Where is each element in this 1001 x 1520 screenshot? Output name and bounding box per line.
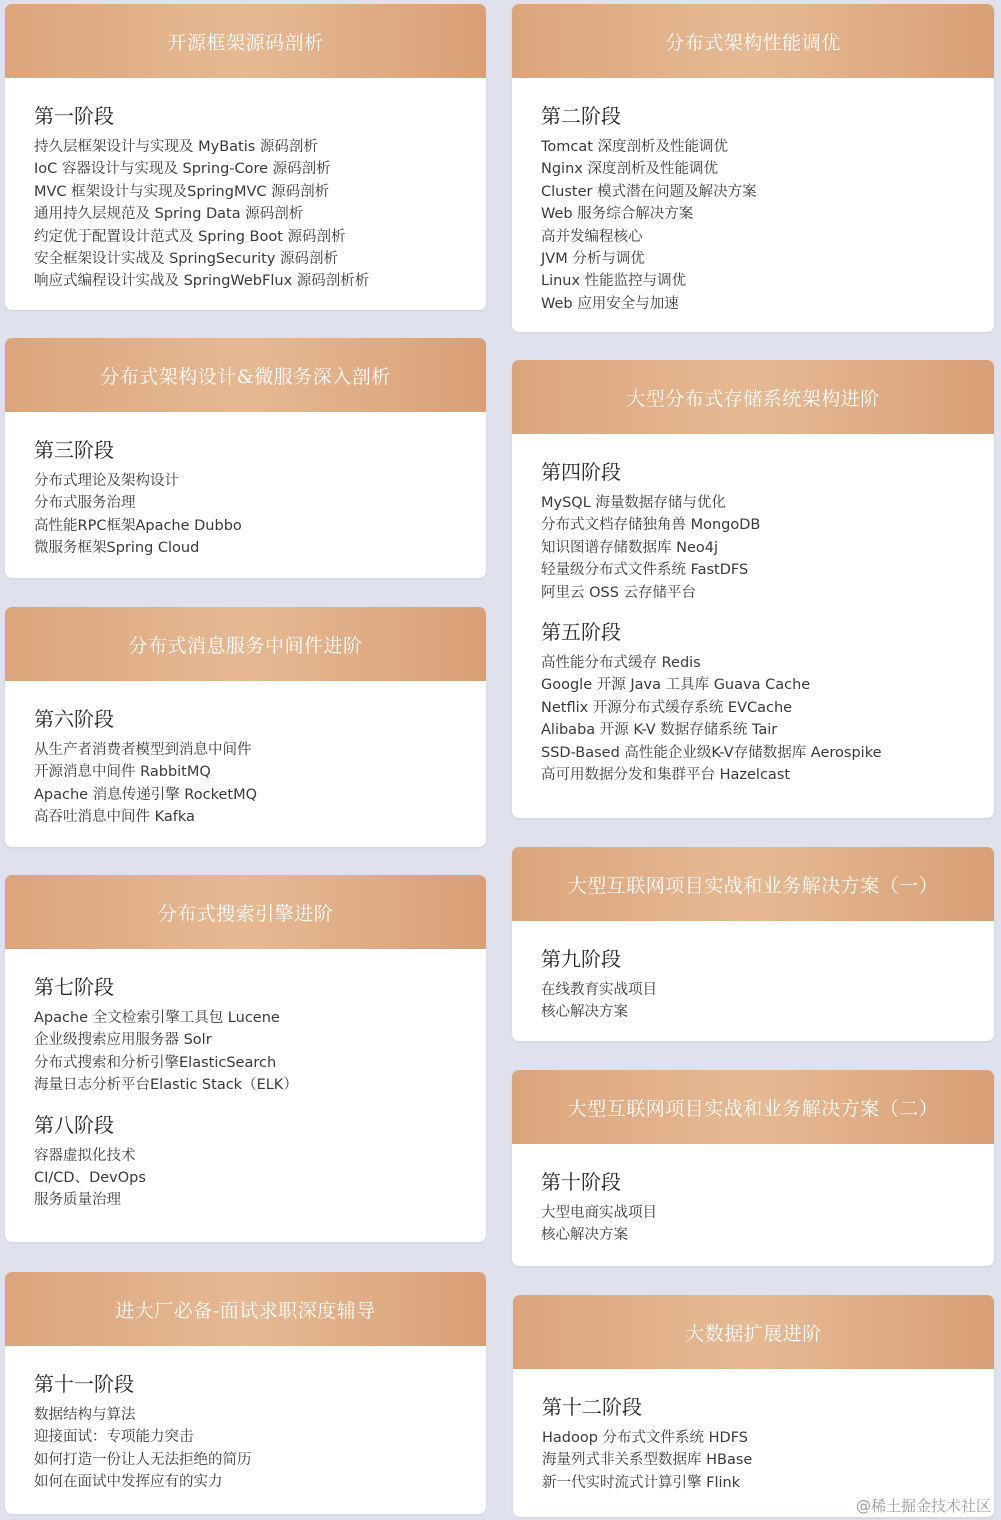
list-item: 如何打造一份让人无法拒绝的简历 [34, 1451, 252, 1468]
list-item: 迎接面试：专项能力突击 [34, 1429, 194, 1446]
list-item: Cluster 模式潜在问题及解决方案 [541, 183, 757, 200]
card-messaging-middleware [5, 607, 486, 847]
card-header: 开源框架源码剖析 [5, 4, 486, 78]
card-body [512, 78, 994, 315]
list-item: 大型电商实战项目 [541, 1205, 657, 1221]
card-body [512, 434, 994, 786]
card-interview-coaching [5, 1272, 486, 1514]
list-item: Apache 全文检索引擎工具包 Lucene [34, 1010, 280, 1026]
stage-title: 第二阶段 [541, 104, 621, 128]
stage-items [34, 739, 458, 829]
list-item: 开源消息中间件 RabbitMQ [34, 764, 211, 781]
stage-items [541, 136, 966, 315]
list-item: Web 应用安全与加速 [541, 295, 679, 312]
stage [541, 458, 966, 604]
list-item: JVM 分析与调优 [541, 251, 645, 268]
card-header: 分布式消息服务中间件进阶 [5, 607, 486, 681]
list-item: 持久层框架设计与实现及 MyBatis 源码剖析 [34, 139, 318, 155]
stage-title: 第十阶段 [541, 1170, 621, 1194]
stage-items [34, 1145, 458, 1212]
list-item: 海量日志分析平台Elastic Stack（ELK） [34, 1077, 298, 1094]
list-item: 海量列式非关系型数据库 HBase [542, 1452, 753, 1469]
stage-title: 第一阶段 [34, 104, 114, 128]
list-item: 分布式服务治理 [34, 495, 136, 512]
card-header: 进大厂必备-面试求职深度辅导 [5, 1272, 486, 1346]
card-performance-tuning [512, 4, 994, 332]
list-item: 分布式搜索和分析引擎ElasticSearch [34, 1054, 277, 1071]
stage-title: 第六阶段 [34, 707, 114, 731]
stage-title: 第十一阶段 [34, 1372, 134, 1396]
stage-title: 第四阶段 [541, 460, 621, 484]
list-item: 安全框架设计实战及 SpringSecurity 源码剖析 [34, 251, 339, 268]
stage-title: 第十二阶段 [542, 1395, 642, 1419]
card-body [5, 949, 486, 1212]
list-item: 企业级搜索应用服务器 Solr [34, 1032, 212, 1049]
card-header: 大型分布式存储系统架构进阶 [512, 360, 994, 434]
list-item: 核心解决方案 [541, 1004, 628, 1021]
list-item: 新一代实时流式计算引擎 Flink [542, 1474, 741, 1491]
list-item: Hadoop 分布式文件系统 HDFS [542, 1430, 749, 1446]
list-item: Web 服务综合解决方案 [541, 206, 694, 223]
list-item: 从生产者消费者模型到消息中间件 [34, 742, 252, 758]
stage [34, 973, 458, 1097]
list-item: 高吞吐消息中间件 Kafka [34, 809, 195, 826]
list-item: SSD-Based 高性能企业级K-V存储数据库 Aerospike [541, 744, 882, 761]
list-item: 在线教育实战项目 [541, 982, 657, 998]
card-body [5, 78, 486, 293]
list-item: 服务质量治理 [34, 1192, 121, 1209]
card-header: 分布式搜索引擎进阶 [5, 875, 486, 949]
list-item: 响应式编程设计实战及 SpringWebFlux 源码剖析析 [34, 273, 370, 290]
stage-title: 第三阶段 [34, 438, 114, 462]
stage [541, 1168, 966, 1247]
list-item: Alibaba 开源 K-V 数据存储系统 Tair [541, 722, 778, 739]
list-item: CI/CD、DevOps [34, 1170, 146, 1187]
stage [542, 1393, 966, 1494]
card-big-data [513, 1295, 994, 1517]
stage [34, 436, 458, 560]
card-body [5, 412, 486, 560]
stage [34, 705, 458, 829]
stage-items [542, 1427, 966, 1494]
stage-title: 第九阶段 [541, 947, 621, 971]
card-body [512, 921, 994, 1024]
stage-items [541, 492, 966, 604]
list-item: 数据结构与算法 [34, 1407, 136, 1423]
stage-title: 第七阶段 [34, 975, 114, 999]
list-item: 通用持久层规范及 Spring Data 源码剖析 [34, 206, 304, 223]
stage-items [541, 1202, 966, 1247]
stage [541, 618, 966, 786]
list-item: IoC 容器设计与实现及 Spring-Core 源码剖析 [34, 161, 331, 178]
list-item: 阿里云 OSS 云存储平台 [541, 584, 697, 601]
list-item: 分布式理论及架构设计 [34, 473, 179, 489]
list-item: Google 开源 Java 工具库 Guava Cache [541, 677, 811, 694]
card-internet-project-1 [512, 847, 994, 1041]
card-body [513, 1369, 994, 1494]
list-item: 高性能分布式缓存 Redis [541, 655, 701, 672]
list-item: 容器虚拟化技术 [34, 1147, 136, 1164]
stage [34, 1370, 458, 1494]
list-item: MVC 框架设计与实现及SpringMVC 源码剖析 [34, 183, 330, 200]
card-header: 大型互联网项目实战和业务解决方案（二） [512, 1070, 994, 1144]
card-header: 大型互联网项目实战和业务解决方案（一） [512, 847, 994, 921]
stage [34, 1111, 458, 1212]
stage-title: 第八阶段 [34, 1112, 114, 1137]
list-item: 分布式文档存储独角兽 MongoDB [541, 517, 761, 534]
list-item: 高性能RPC框架Apache Dubbo [34, 517, 242, 534]
card-body [5, 681, 486, 829]
stage-items [541, 979, 966, 1024]
list-item: 轻量级分布式文件系统 FastDFS [541, 562, 749, 579]
list-item: Apache 消息传递引擎 RocketMQ [34, 786, 257, 803]
list-item: Nginx 深度剖析及性能调优 [541, 161, 718, 178]
card-header: 分布式架构性能调优 [512, 4, 994, 78]
list-item: Linux 性能监控与调优 [541, 273, 687, 290]
card-body [5, 1346, 486, 1494]
stage-items [34, 1404, 458, 1494]
card-distributed-architecture-microservices [5, 338, 486, 578]
watermark: @稀土掘金技术社区 [855, 1497, 991, 1515]
card-internet-project-2 [512, 1070, 994, 1266]
card-header: 大数据扩展进阶 [513, 1295, 994, 1369]
list-item: 核心解决方案 [541, 1227, 628, 1244]
card-header: 分布式架构设计&微服务深入剖析 [5, 338, 486, 412]
card-search-engine [5, 875, 486, 1242]
list-item: 微服务框架Spring Cloud [34, 540, 200, 557]
stage-items [541, 652, 966, 786]
list-item: 约定优于配置设计范式及 Spring Boot 源码剖析 [34, 228, 346, 245]
stage [34, 102, 458, 293]
stage [541, 102, 966, 315]
card-open-source-frameworks [5, 4, 486, 310]
stage [541, 945, 966, 1024]
stage-items [34, 136, 458, 293]
list-item: MySQL 海量数据存储与优化 [541, 495, 726, 511]
stage-items [34, 1007, 458, 1097]
card-distributed-storage [512, 360, 994, 818]
stage-items [34, 470, 458, 560]
stage-title: 第五阶段 [541, 620, 621, 645]
list-item: 高并发编程核心 [541, 228, 643, 245]
card-body [512, 1144, 994, 1247]
list-item: 如何在面试中发挥应有的实力 [34, 1474, 223, 1491]
list-item: 高可用数据分发和集群平台 Hazelcast [541, 767, 791, 784]
list-item: Tomcat 深度剖析及性能调优 [541, 139, 729, 155]
list-item: Netflix 开源分布式缓存系统 EVCache [541, 699, 793, 716]
list-item: 知识图谱存储数据库 Neo4j [541, 539, 719, 556]
